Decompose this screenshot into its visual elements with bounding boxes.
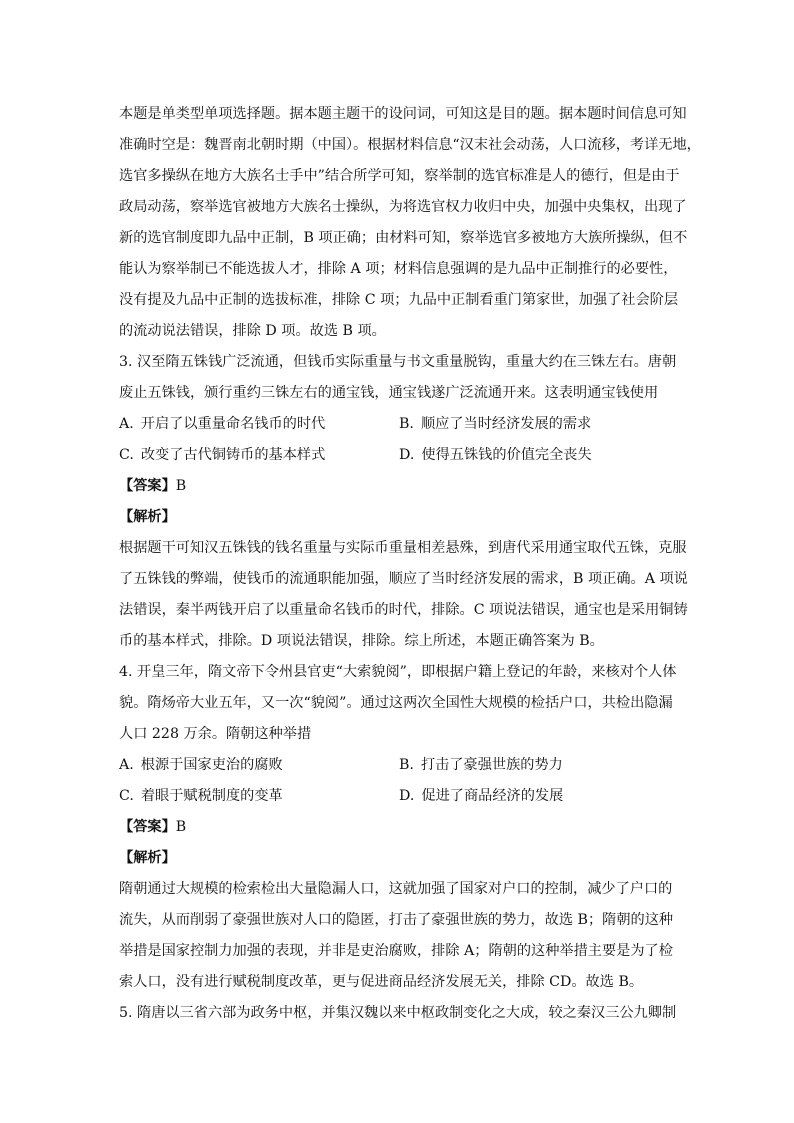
options-list [119, 409, 679, 471]
answer-tag: 【答案】 [119, 478, 176, 494]
question-3 [119, 347, 688, 657]
analysis-tag: 【解析】 [119, 509, 176, 525]
text-line: 币的基本样式，排除。D 项说法错误，排除。综上所述，本题正确答案为 B。 [119, 633, 604, 649]
question-stem-line: 废止五铢钱，颁行重约三铢左右的通宝钱，通宝钱遂广泛流通开来。这表明通宝钱使用 [119, 385, 659, 401]
q2-analysis-paragraph [119, 99, 701, 347]
analysis-paragraph [119, 533, 688, 657]
answer-value: B [175, 819, 187, 835]
text-line: 流失，从而削弱了豪强世族对人口的隐匿，打击了豪强世族的势力，故选 B；隋朝的这种 [119, 912, 674, 928]
text-line: 的流动说法错误，排除 D 项。故选 B 项。 [119, 323, 386, 339]
text-line: 了五铢钱的弊端，使钱币的流通职能加强，顺应了当时经济发展的需求，B 项正确。A 项说 [119, 571, 688, 587]
text-line: 索人口，没有进行赋税制度改革，更与促进商品经济发展无关，排除 CD。故选 B。 [119, 974, 644, 990]
analysis-tag: 【解析】 [119, 850, 176, 866]
options-row [119, 781, 679, 812]
option-c: C. 改变了古代铜铸币的基本样式 [119, 447, 326, 463]
analysis-heading [119, 502, 679, 533]
text-line: 新的选官制度即九品中正制，B 项正确；由材料可知，察举选官多被地方大族所操纵，但不 [119, 230, 688, 246]
option-c: C. 着眼于赋税制度的变革 [119, 788, 283, 804]
question-stem-line: 貌。隋炀帝大业五年，又一次“貌阅”。通过这两次全国性大规模的检括户口，共检出隐漏 [119, 695, 673, 711]
text-line: 能认为察举制已不能选拔人才，排除 A 项；材料信息强调的是九品中正制推行的必要性， [119, 261, 678, 277]
analysis-heading [119, 843, 679, 874]
options-row [119, 750, 679, 781]
question-stem-line: 5. 隋唐以三省六部为政务中枢，并集汉魏以来中枢政制变化之大成，较之秦汉三公九卿制 [119, 1005, 677, 1021]
answer-tag: 【答案】 [119, 819, 176, 835]
option-b: B. 打击了豪强世族的势力 [399, 757, 563, 773]
text-line: 选官多操纵在地方大族名士手中”结合所学可知，察举制的选官标准是人的德行，但是由于 [119, 168, 680, 184]
question-4 [119, 657, 679, 998]
text-line: 隋朝通过大规模的检索检出大量隐漏人口，这就加强了国家对户口的控制，减少了户口的 [119, 881, 673, 897]
page-content [119, 99, 701, 1029]
text-line: 举措是国家控制力加强的表现，并非是吏治腐败，排除 A；隋朝的这种举措主要是为了检 [119, 943, 673, 959]
question-5 [119, 998, 679, 1029]
text-line: 没有提及九品中正制的选拔标准，排除 C 项；九品中正制看重门第家世，加强了社会阶层 [119, 292, 679, 308]
text-line: 政局动荡，察举选官被地方大族名士操纵，为将选官权力收归中央，加强中央集权，出现了 [119, 199, 687, 215]
answer-value: B [175, 478, 187, 494]
text-line: 准确时空是：魏晋南北朝时期（中国）。根据材料信息“汉末社会动荡，人口流移，考详无地， [119, 137, 701, 153]
options-list [119, 750, 679, 812]
text-line: 根据题干可知汉五铢钱的钱名重量与实际币重量相差悬殊，到唐代采用通宝取代五铢，克服 [119, 540, 687, 556]
answer-line [119, 471, 679, 502]
text-line: 法错误，秦半两钱开启了以重量命名钱币的时代，排除。C 项说法错误，通宝也是采用铜铸 [119, 602, 688, 618]
text-line: 本题是单类型单项选择题。据本题主题干的设问词，可知这是目的题。据本题时间信息可知 [119, 106, 687, 122]
options-row [119, 409, 679, 440]
question-stem-line: 4. 开皇三年，隋文帝下令州县官吏“大索貌阅”，即根据户籍上登记的年龄，来核对个人体 [119, 664, 677, 680]
option-b: B. 顺应了当时经济发展的需求 [399, 416, 592, 432]
option-a: A. 根源于国家吏治的腐败 [119, 757, 283, 773]
option-d: D. 使得五铢钱的价值完全丧失 [399, 447, 592, 463]
analysis-paragraph [119, 874, 679, 998]
options-row [119, 440, 679, 471]
option-a: A. 开启了以重量命名钱币的时代 [119, 416, 326, 432]
question-stem-line: 人口 228 万余。隋朝这种举措 [119, 726, 312, 742]
question-stem-line: 3. 汉至隋五铢钱广泛流通，但钱币实际重量与书文重量脱钩，重量大约在三铢左右。唐朝 [119, 354, 677, 370]
option-d: D. 促进了商品经济的发展 [399, 788, 564, 804]
answer-line [119, 812, 679, 843]
